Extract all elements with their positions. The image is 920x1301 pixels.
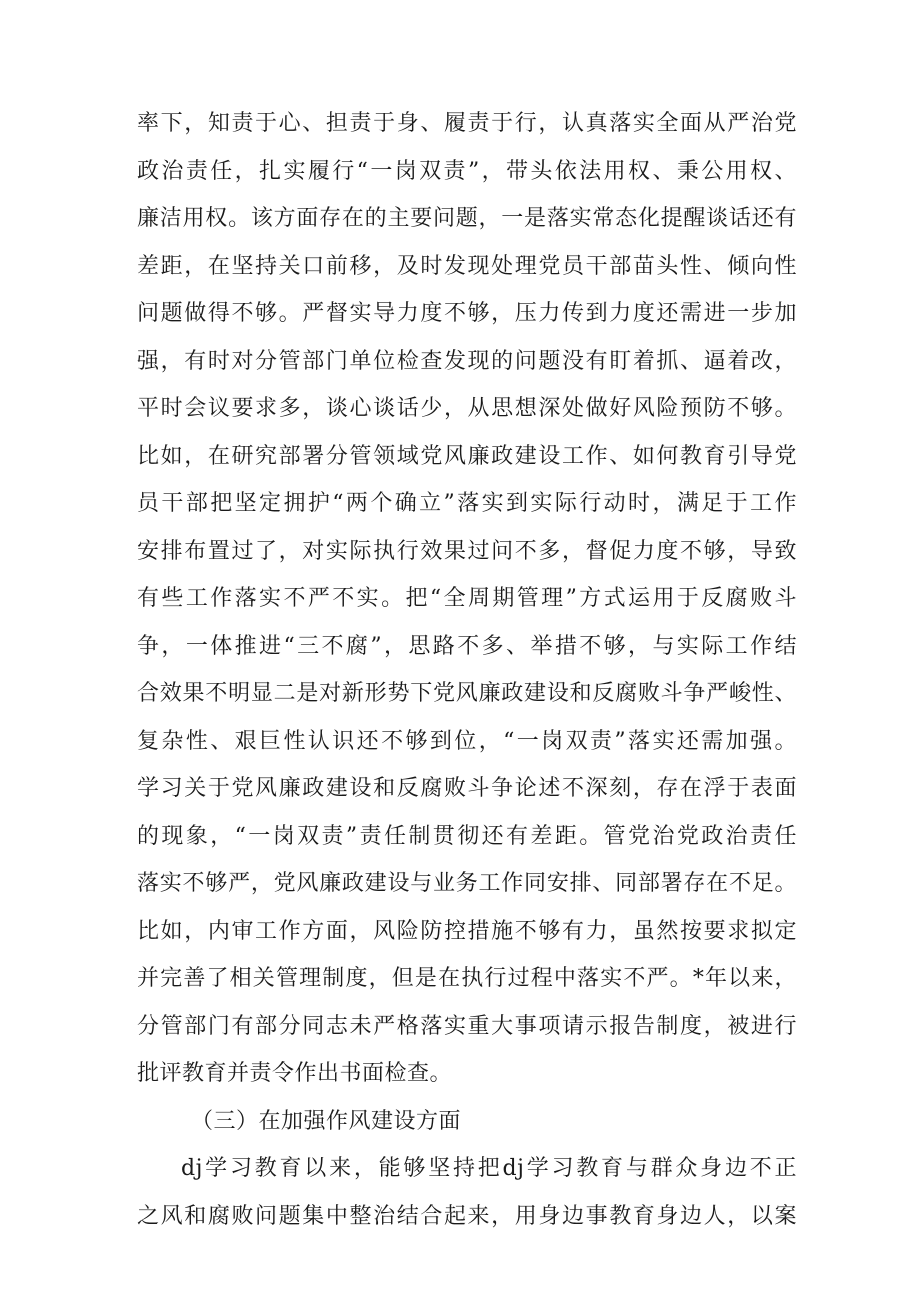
paragraph-line: 比如，在研究部署分管领域党风廉政建设工作、如何教育引导党 (137, 443, 797, 469)
paragraph-1 (137, 100, 797, 1240)
paragraph-2-line: 之风和腐败问题集中整治结合起来，用身边事教育身边人，以案 (137, 1203, 797, 1229)
paragraph-line: 有些工作落实不严不实。把“全周期管理”方式运用于反腐败斗 (137, 586, 797, 611)
paragraph-line: 安排布置过了，对实际执行效果过问不多，督促力度不够，导致 (137, 538, 797, 564)
paragraph-line: 的现象，“一岗双责”责任制贯彻还有差距。管党治党政治责任 (137, 823, 797, 849)
paragraph-line: 问题做得不够。严督实导力度不够，压力传到力度还需进一步加 (137, 301, 797, 326)
paragraph-line: 批评教育并责令作出书面检查。 (137, 1061, 453, 1086)
paragraph-line: 合效果不明显二是对新形势下党风廉政建设和反腐败斗争严峻性、 (137, 681, 797, 706)
paragraph-line: 争，一体推进“三不腐”，思路不多、举措不够，与实际工作结 (137, 633, 797, 659)
paragraph-line: 政治责任，扎实履行“一岗双责”，带头依法用权、秉公用权、 (137, 158, 797, 184)
paragraph-line: 学习关于党风廉政建设和反腐败斗争论述不深刻，存在浮于表面 (137, 776, 797, 801)
paragraph-line: 员干部把坚定拥护“两个确立”落实到实际行动时，满足于工作 (137, 491, 797, 516)
paragraph-line: 分管部门有部分同志未严格落实重大事项请示报告制度，被进行 (137, 1013, 797, 1039)
paragraph-2-line: dj学习教育以来，能够坚持把dj学习教育与群众身边不正 (181, 1156, 797, 1181)
paragraph-line: 强，有时对分管部门单位检查发现的问题没有盯着抓、逼着改， (137, 348, 797, 374)
paragraph-line: 廉洁用权。该方面存在的主要问题，一是落实常态化提醒谈话还有 (137, 206, 797, 231)
paragraph-line: 平时会议要求多，谈心谈话少，从思想深处做好风险预防不够。 (137, 396, 797, 421)
paragraph-line: 比如，内审工作方面，风险防控措施不够有力，虽然按要求拟定 (137, 918, 797, 944)
paragraph-line: 复杂性、艰巨性认识还不够到位，“一岗双责”落实还需加强。 (137, 728, 797, 754)
paragraph-line: 落实不够严，党风廉政建设与业务工作同安排、同部署存在不足。 (137, 871, 797, 896)
paragraph-line: 并完善了相关管理制度，但是在执行过程中落实不严。*年以来， (137, 966, 797, 991)
paragraph-line: 差距，在坚持关口前移，及时发现处理党员干部苗头性、倾向性 (137, 253, 797, 279)
paragraph-line: 率下，知责于心、担责于身、履责于行，认真落实全面从严治党 (137, 111, 797, 136)
section-heading: （三）在加强作风建设方面 (191, 1108, 462, 1134)
